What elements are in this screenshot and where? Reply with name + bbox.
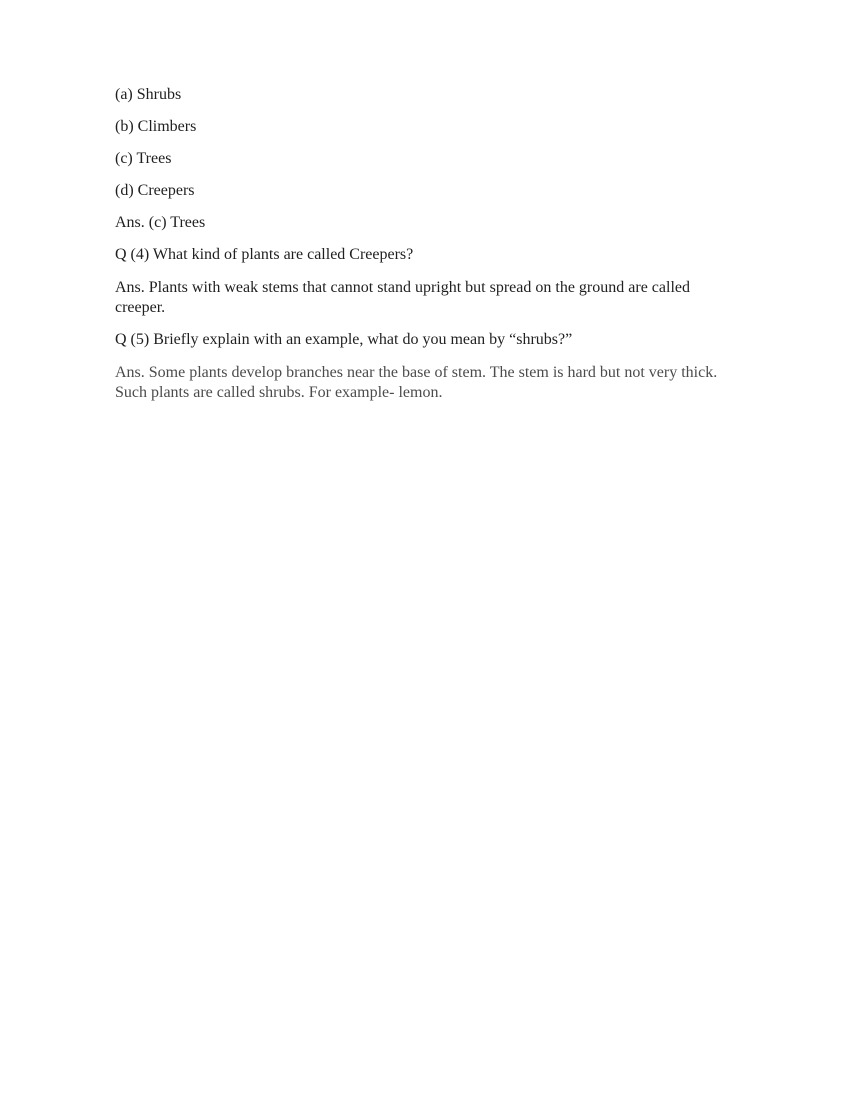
- option-line-a: (a) Shrubs: [115, 86, 182, 103]
- answer-q3: Ans. (c) Trees: [115, 214, 206, 231]
- option-line-d: (d) Creepers: [115, 182, 195, 199]
- option-line-c: (c) Trees: [115, 150, 172, 167]
- answer-q5: Ans. Some plants develop branches near the base of stem. The stem is hard but not very thick. Such plants are called shrubs. For example- lemon.: [115, 364, 718, 401]
- page-text-body: [115, 85, 725, 415]
- answer-q4: Ans. Plants with weak stems that cannot stand upright but spread on the ground are called creeper.: [115, 279, 690, 316]
- question-q4: Q (4) What kind of plants are called Creepers?: [115, 246, 414, 263]
- option-line-b: (b) Climbers: [115, 118, 197, 135]
- question-q5: Q (5) Briefly explain with an example, what do you mean by “shrubs?”: [115, 331, 573, 348]
